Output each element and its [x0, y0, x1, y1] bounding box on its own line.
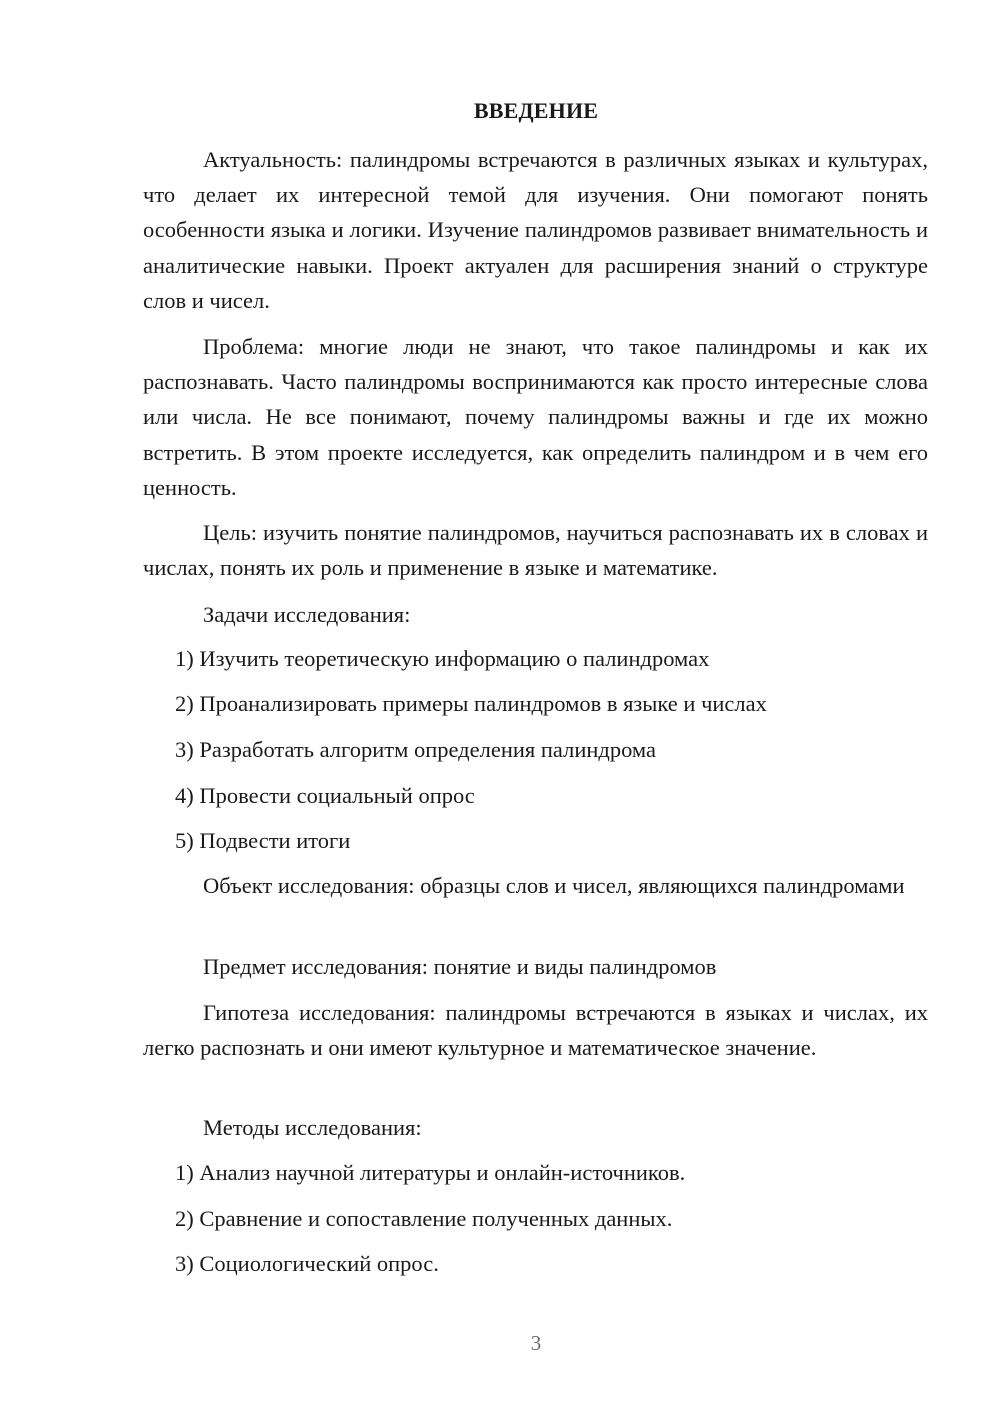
task-item: 4) Провести социальный опрос [175, 783, 475, 808]
task-item: 2) Проанализировать примеры палиндромов в языке и числах [175, 691, 767, 716]
methods-heading: Методы исследования: [203, 1115, 422, 1140]
task-item: 5) Подвести итоги [175, 828, 351, 853]
problem-paragraph: Проблема: многие люди не знают, что такое палиндромы и как их распознавать. Часто палиндромы воспринимаются как просто интересные слова или числа. Не все понимают, почему палиндромы важны и где их можно встретить. В этом проекте исследуется, как определить палиндром и в чем его ценность. [143, 334, 928, 500]
tasks-heading: Задачи исследования: [203, 602, 411, 627]
object-paragraph: Объект исследования: образцы слов и чисел, являющихся палиндромами [203, 873, 905, 898]
subject-paragraph: Предмет исследования: понятие и виды палиндромов [203, 954, 717, 979]
goal-paragraph: Цель: изучить понятие палиндромов, научиться распознавать их в словах и числах, понять их роль и применение в языке и математике. [143, 520, 928, 581]
task-item: 3) Разработать алгоритм определения палиндрома [175, 737, 657, 762]
page-number: 3 [530, 1331, 542, 1355]
relevance-paragraph: Актуальность: палиндромы встречаются в различных языках и культурах, что делает их интересной темой для изучения. Они помогают понять особенности языка и логики. Изучение палиндромов развивает внимательность и аналитические навыки. Проект актуален для расширения знаний о структуре слов и чисел. [143, 147, 928, 313]
page-title: ВВЕДЕНИЕ [473, 98, 599, 123]
method-item: 2) Сравнение и сопоставление полученных данных. [175, 1206, 673, 1231]
method-item: 1) Анализ научной литературы и онлайн-источников. [175, 1160, 686, 1185]
task-item: 1) Изучить теоретическую информацию о палиндромах [175, 646, 710, 671]
method-item: 3) Социологический опрос. [175, 1251, 439, 1276]
hypothesis-paragraph: Гипотеза исследования: палиндромы встречаются в языках и числах, их легко распознать и они имеют культурное и математическое значение. [143, 1000, 928, 1061]
